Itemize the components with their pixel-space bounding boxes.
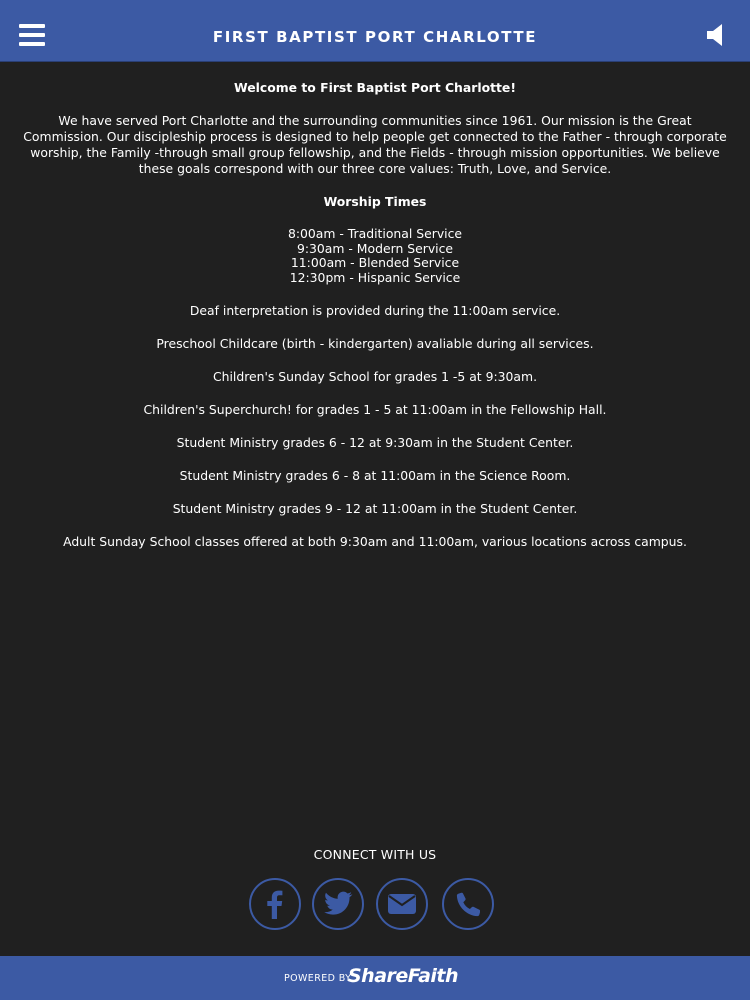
facebook-button[interactable] — [249, 878, 301, 930]
worship-time-item: 12:30pm - Hispanic Service — [289, 270, 461, 286]
worship-times-heading: Worship Times — [323, 194, 427, 209]
app-footer — [0, 956, 750, 1000]
sharefaith-logo[interactable]: ShareFaith — [348, 965, 459, 987]
facebook-icon — [262, 889, 288, 919]
note-item: Preschool Childcare (birth - kindergarten) avaliable during all services. — [156, 335, 594, 351]
app-header — [0, 0, 750, 62]
note-item: Student Ministry grades 6 - 8 at 11:00am in the Science Room. — [179, 467, 571, 483]
welcome-heading: Welcome to First Baptist Port Charlotte! — [234, 80, 516, 95]
social-links — [0, 878, 750, 934]
worship-time-item: 8:00am - Traditional Service — [287, 226, 463, 241]
note-item: Student Ministry grades 9 - 12 at 11:00am in the Student Center. — [172, 500, 578, 516]
speaker-icon[interactable] — [706, 22, 728, 48]
page-title: FIRST BAPTIST PORT CHARLOTTE — [212, 28, 538, 46]
phone-button[interactable] — [442, 878, 494, 930]
worship-time-item: 9:30am - Modern Service — [296, 240, 454, 256]
powered-by-label: POWERED BY — [284, 973, 352, 984]
email-button[interactable] — [376, 878, 428, 930]
main-content — [18, 80, 732, 567]
twitter-icon — [323, 891, 353, 917]
note-item: Children's Sunday School for grades 1 -5 at 9:30am. — [212, 368, 538, 384]
note-item: Adult Sunday School classes offered at both 9:30am and 11:00am, various locations across campus. — [63, 533, 687, 549]
intro-paragraph: We have served Port Charlotte and the surrounding communities since 1961. Our mission is the Great Commission. Our discipleship process is designed to help people get connected to the Father - through corporate worship, the Family -through small group fellowship, and the Fields - through mission opportunities. We believe these goals correspond with our three core values: Truth, Love, and Service. — [23, 113, 727, 176]
note-item: Deaf interpretation is provided during the 11:00am service. — [189, 302, 561, 318]
email-icon — [387, 892, 417, 916]
connect-heading: CONNECT WITH US — [313, 847, 437, 862]
note-item: Student Ministry grades 6 - 12 at 9:30am in the Student Center. — [176, 434, 574, 450]
worship-times-list — [18, 227, 732, 286]
twitter-button[interactable] — [312, 878, 364, 930]
note-item: Children's Superchurch! for grades 1 - 5 at 11:00am in the Fellowship Hall. — [143, 401, 607, 417]
worship-time-item: 11:00am - Blended Service — [290, 255, 460, 271]
phone-icon — [456, 891, 480, 917]
